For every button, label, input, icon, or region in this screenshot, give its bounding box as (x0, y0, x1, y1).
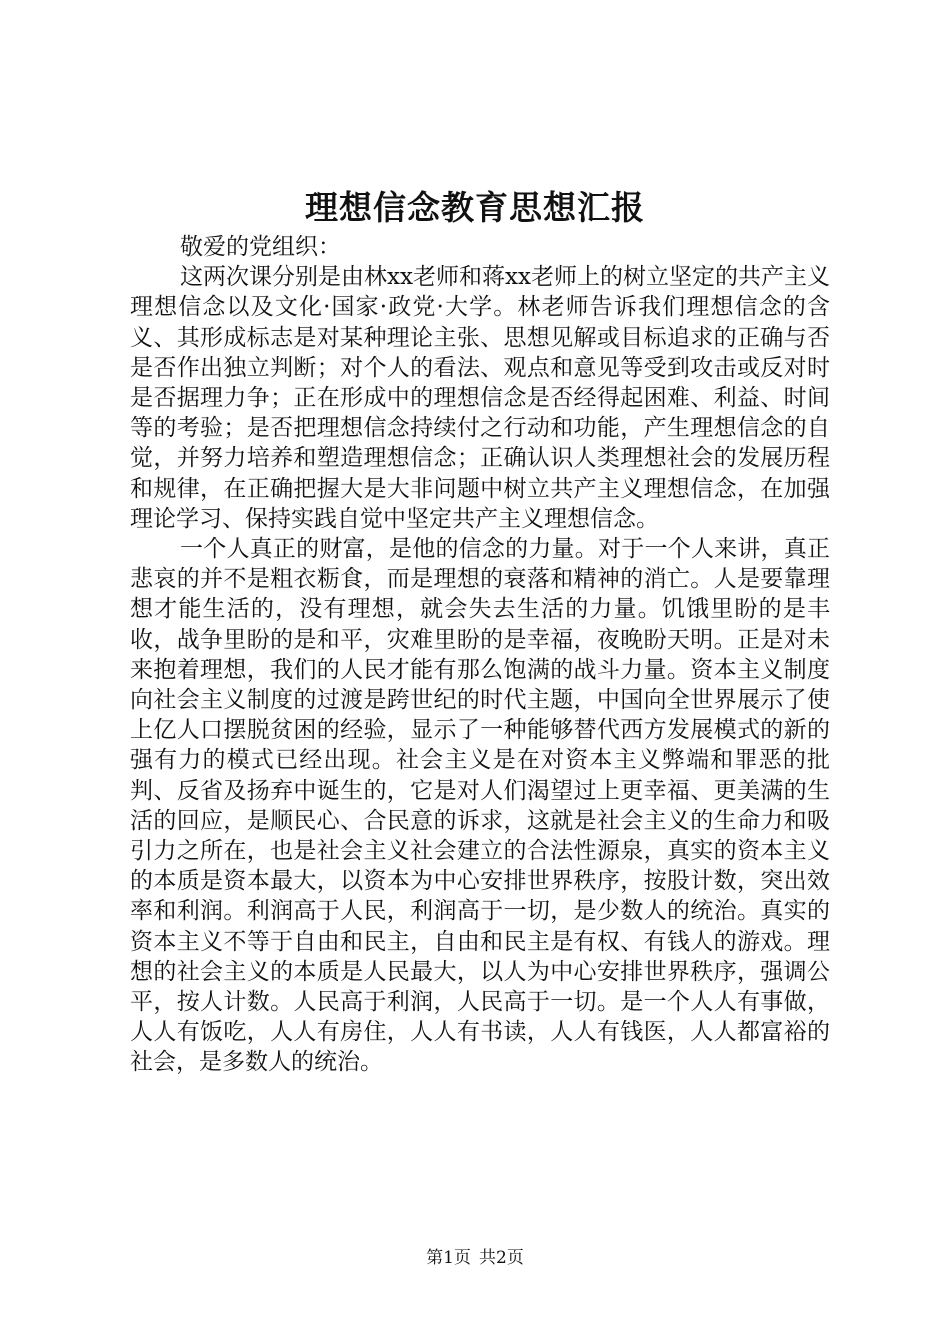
document-body (130, 232, 830, 1078)
paragraph-1: 这两次课分别是由林xx老师和蒋xx老师上的树立坚定的共产主义理想信念以及文化·国家·政党·大学。林老师告诉我们理想信念的含义、其形成标志是对某种理论主张、思想见解或目标追求的正确与否是否作出独立判断；对个人的看法、观点和意见等受到攻击或反对时是否据理力争；正在形成中的理想信念是否经得起困难、利益、时间等的考验；是否把理想信念持续付之行动和功能，产生理想信念的自觉，并努力培养和塑造理想信念；正确认识人类理想社会的发展历程和规律，在正确把握大是大非问题中树立共产主义理想信念，在加强理论学习、保持实践自觉中坚定共产主义理想信念。 (130, 264, 830, 532)
salutation: 敬爱的党组织： (180, 234, 341, 260)
paragraph-2: 一个人真正的财富，是他的信念的力量。对于一个人来讲，真正悲哀的并不是粗衣粝食，而是理想的衰落和精神的消亡。人是要靠理想才能生活的，没有理想，就会失去生活的力量。饥饿里盼的是丰收，战争里盼的是和平，灾难里盼的是幸福，夜晚盼天明。正是对未来抱着理想，我们的人民才能有那么饱满的战斗力量。资本主义制度向社会主义制度的过渡是跨世纪的时代主题，中国向全世界展示了使上亿人口摆脱贫困的经验，显示了一种能够替代西方发展模式的新的强有力的模式已经出现。社会主义是在对资本主义弊端和罪恶的批判、反省及扬弃中诞生的，它是对人们渴望过上更幸福、更美满的生活的回应，是顺民心、合民意的诉求，这就是社会主义的生命力和吸引力之所在，也是社会主义社会建立的合法性源泉，真实的资本主义的本质是资本最大，以资本为中心安排世界秩序，按股计数，突出效率和利润。利润高于人民，利润高于一切，是少数人的统治。真实的资本主义不等于自由和民主，自由和民主是有权、有钱人的游戏。理想的社会主义的本质是人民最大，以人为中心安排世界秩序，强调公平，按人计数。人民高于利润，人民高于一切。是一个人人有事做，人人有饭吃，人人有房住，人人有书读，人人有钱医，人人都富裕的社会，是多数人的统治。 (130, 536, 830, 1076)
page-total: 共2页 (479, 1248, 524, 1268)
document-title: 理想信念教育思想汇报 (305, 188, 645, 227)
page-number: 第1页 (426, 1248, 471, 1268)
page-footer (0, 1246, 950, 1270)
